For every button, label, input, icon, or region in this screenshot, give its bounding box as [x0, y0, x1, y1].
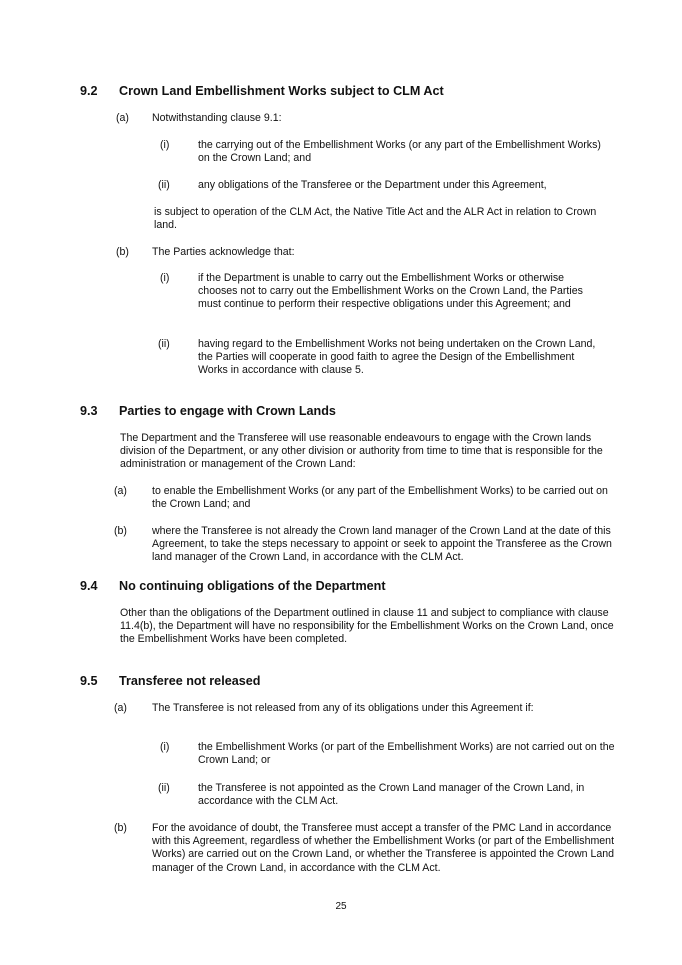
clause-9-5-a-label: (a): [114, 702, 127, 714]
section-9-3-heading: Parties to engage with Crown Lands: [119, 404, 336, 418]
section-9-4-number: 9.4: [80, 579, 98, 593]
section-9-5-heading: Transferee not released: [119, 674, 261, 688]
section-9-2-heading: Crown Land Embellishment Works subject to CLM Act: [119, 84, 444, 98]
clause-9-3-b-text: where the Transferee is not already the Crown land manager of the Crown Land at the date of this Agreement, to take the steps necessary to appoint or seek to appoint the Transferee as the Crown land manager of the Crown Land, in accordance with the CLM Act.: [152, 525, 612, 564]
clause-9-5-a-ii-text: the Transferee is not appointed as the Crown Land manager of the Crown Land, in accordance with the CLM Act.: [198, 782, 585, 808]
clause-9-2-b-text: The Parties acknowledge that:: [152, 246, 295, 258]
clause-9-2-a-label: (a): [116, 112, 129, 124]
section-9-5-number: 9.5: [80, 674, 98, 688]
section-9-3-intro: The Department and the Transferee will use reasonable endeavours to engage with the Crown lands division of the Department, or any other division or authority from time to time that is responsible for the administration or management of the Crown Land:: [120, 432, 603, 471]
clause-9-5-a-i-text: the Embellishment Works (or part of the Embellishment Works) are not carried out on the Crown Land; or: [198, 741, 615, 767]
clause-9-2-b-i-text: if the Department is unable to carry out the Embellishment Works or otherwise chooses not to carry out the Embellishment Works on the Crown Land, the Parties must continue to perform their respective obligations under this Agreement; and: [198, 272, 583, 311]
clause-9-3-b-label: (b): [114, 525, 127, 537]
clause-9-2-a-ii-label: (ii): [158, 179, 170, 191]
clause-9-2-a-i-label: (i): [160, 139, 170, 151]
section-9-4-heading: No continuing obligations of the Department: [119, 579, 386, 593]
clause-9-2-b-ii-label: (ii): [158, 338, 170, 350]
clause-9-5-b-label: (b): [114, 822, 127, 834]
clause-9-3-a-label: (a): [114, 485, 127, 497]
clause-9-2-a-ii-text: any obligations of the Transferee or the Department under this Agreement,: [198, 179, 547, 191]
clause-9-2-b-label: (b): [116, 246, 129, 258]
clause-9-5-a-text: The Transferee is not released from any of its obligations under this Agreement if:: [152, 702, 534, 714]
section-9-3-number: 9.3: [80, 404, 98, 418]
clause-9-2-a-i-text: the carrying out of the Embellishment Works (or any part of the Embellishment Works) on the Crown Land; and: [198, 139, 601, 165]
clause-9-2-a-tail-text: is subject to operation of the CLM Act, the Native Title Act and the ALR Act in relation to Crown land.: [154, 206, 597, 232]
clause-9-5-b-text: For the avoidance of doubt, the Transferee must accept a transfer of the PMC Land in accordance with this Agreement, regardless of whether the Embellishment Works (or part of the Embellishment Works) are carried out on the Crown Land, or whether the Transferee is appointed the Crown Land manager of the Crown Land, in accordance with the CLM Act.: [152, 822, 615, 874]
section-9-2-number: 9.2: [80, 84, 98, 98]
clause-9-2-a-text: Notwithstanding clause 9.1:: [152, 112, 282, 124]
section-9-4-text: Other than the obligations of the Department outlined in clause 11 and subject to compliance with clause 11.4(b), the Department will have no responsibility for the Embellishment Works on the Crown Land, once the Embellishment Works have been completed.: [120, 607, 614, 646]
page-number: 25: [335, 901, 347, 912]
clause-9-5-a-ii-label: (ii): [158, 782, 170, 794]
clause-9-3-a-text: to enable the Embellishment Works (or any part of the Embellishment Works) to be carried out on the Crown Land; and: [152, 485, 608, 511]
clause-9-5-a-i-label: (i): [160, 741, 170, 753]
clause-9-2-b-i-label: (i): [160, 272, 170, 284]
clause-9-2-b-ii-text: having regard to the Embellishment Works not being undertaken on the Crown Land, the Parties will cooperate in good faith to agree the Design of the Embellishment Works in accordance with clause 5.: [198, 338, 596, 377]
